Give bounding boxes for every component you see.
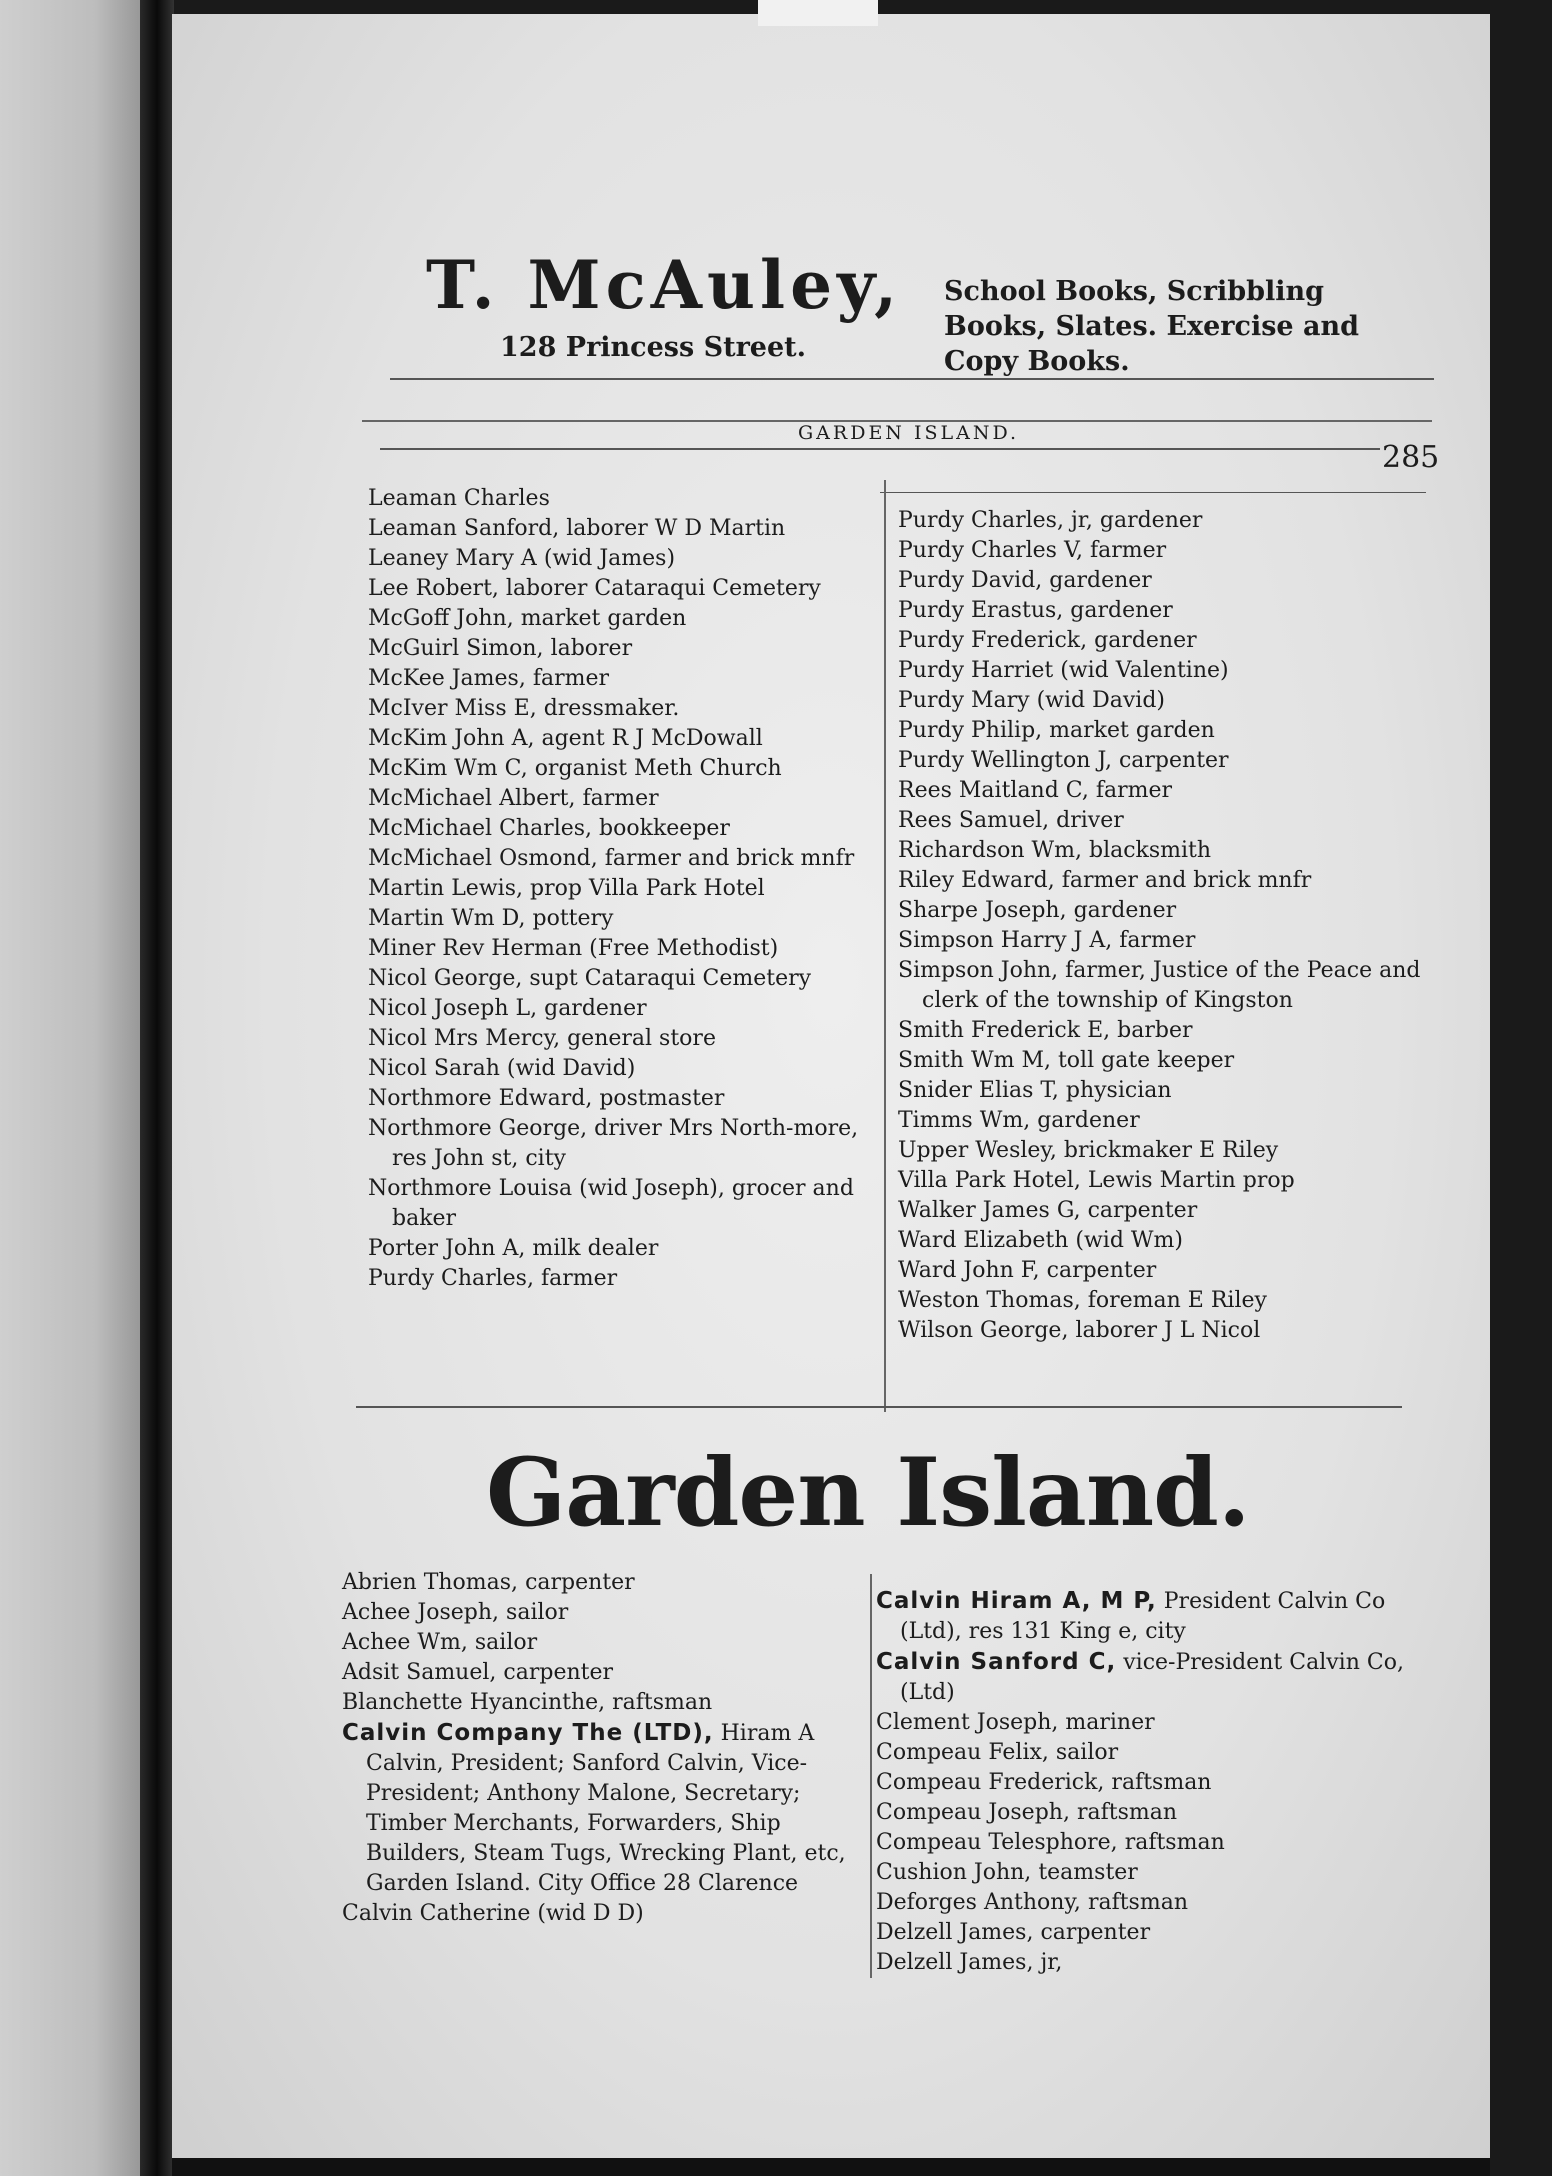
entry-name: Purdy Mary — [898, 688, 1030, 713]
entry-name: Abrien Thomas, — [342, 1570, 519, 1595]
entry-name: Walker James G, — [898, 1198, 1081, 1223]
entry-detail: gardener — [1099, 508, 1203, 533]
entry-detail: gardener — [1070, 598, 1173, 623]
directory-entry — [342, 1628, 870, 1658]
entry-name: Richardson Wm, — [898, 838, 1082, 863]
directory-entry — [368, 784, 888, 814]
running-head: GARDEN ISLAND. — [798, 422, 1020, 444]
ad-goods-line: School Books, Scribbling — [944, 276, 1324, 307]
ad-merchant-name: T. McAuley, — [426, 246, 903, 324]
entry-name: Rees Samuel, — [898, 808, 1050, 833]
directory-entry — [898, 866, 1426, 896]
directory-entry — [342, 1899, 870, 1929]
directory-entry — [898, 656, 1426, 686]
entry-detail: farmer — [1119, 928, 1196, 953]
directory-entry — [876, 1586, 1406, 1647]
entry-name: Northmore George, — [368, 1116, 588, 1141]
entry-name: Purdy Charles V, — [898, 538, 1084, 563]
entry-name: Nicol Joseph L, — [368, 996, 538, 1021]
top-list-right-column — [898, 506, 1426, 1346]
directory-entry — [342, 1658, 870, 1688]
entry-name: Upper Wesley, — [898, 1138, 1057, 1163]
directory-entry — [368, 904, 888, 934]
entry-detail: (wid Joseph), grocer and baker — [392, 1176, 854, 1231]
entry-detail: toll gate keeper — [1057, 1048, 1235, 1073]
entry-name: Smith Wm M, — [898, 1048, 1051, 1073]
directory-entry — [368, 694, 888, 724]
entry-detail: gardener — [1049, 568, 1152, 593]
directory-entry — [898, 1046, 1426, 1076]
directory-entry — [898, 746, 1426, 776]
directory-entry — [368, 1234, 888, 1264]
directory-entry — [368, 754, 888, 784]
entry-detail: prop Villa Park Hotel — [529, 876, 765, 901]
entry-name: Leaman Sanford, — [368, 516, 560, 541]
facing-page-edge — [0, 0, 158, 2176]
entry-name: Compeau Joseph, — [876, 1800, 1070, 1825]
directory-entry — [368, 634, 888, 664]
page-number: 285 — [1382, 440, 1440, 475]
directory-entry — [898, 1256, 1426, 1286]
directory-entry — [876, 1858, 1406, 1888]
entry-detail: foreman E Riley — [1087, 1288, 1267, 1313]
entry-detail: raftsman — [1087, 1890, 1188, 1915]
entry-detail: (wid David) — [506, 1056, 636, 1081]
entry-detail: sailor — [506, 1600, 569, 1625]
directory-entry — [368, 874, 888, 904]
directory-entry — [898, 1226, 1426, 1256]
entry-detail: carpenter — [525, 1570, 635, 1595]
entry-detail: supt Cataraqui Cemetery — [529, 966, 812, 991]
entry-name: Compeau Telesphore, — [876, 1830, 1118, 1855]
entry-name: Calvin Company The (LTD), — [342, 1720, 714, 1746]
directory-entry — [876, 1888, 1406, 1918]
entry-name: Simpson Harry J A, — [898, 928, 1113, 953]
directory-entry — [898, 686, 1426, 716]
entry-name: Purdy Harriet — [898, 658, 1054, 683]
entry-name: Villa Park Hotel, — [898, 1168, 1081, 1193]
directory-entry — [898, 626, 1426, 656]
entry-detail: carpenter — [503, 1660, 614, 1685]
scan-bottom-border — [172, 2158, 1490, 2176]
directory-entry — [898, 716, 1426, 746]
entry-name: Leaney Mary A — [368, 546, 537, 571]
entry-name: Porter John A, — [368, 1236, 526, 1261]
entry-detail: laborer J L Nicol — [1075, 1318, 1261, 1343]
directory-entry — [368, 1084, 888, 1114]
directory-entry — [368, 1174, 888, 1234]
directory-entry — [368, 604, 888, 634]
entry-name: Compeau Felix, — [876, 1740, 1049, 1765]
directory-entry — [876, 1948, 1406, 1978]
directory-entry — [876, 1918, 1406, 1948]
entry-detail: milk dealer — [532, 1236, 659, 1261]
entry-name: Smith Frederick E, — [898, 1018, 1111, 1043]
entry-detail: (wid Wm) — [1075, 1228, 1183, 1253]
entry-detail: (wid Valentine) — [1060, 658, 1229, 683]
section-top-rule — [356, 1406, 1402, 1408]
entry-name: McKim Wm C, — [368, 756, 528, 781]
entry-detail: raftsman — [1076, 1800, 1178, 1825]
running-head-rule — [380, 448, 1380, 450]
entry-name: McGoff John, — [368, 606, 514, 631]
entry-name: Ward John F, — [898, 1258, 1040, 1283]
entry-name: Delzell James, — [876, 1920, 1034, 1945]
section-title: Garden Island. — [486, 1438, 1250, 1548]
entry-name: Purdy Wellington J, — [898, 748, 1112, 773]
entry-name: Wilson George, — [898, 1318, 1069, 1343]
entry-name: Northmore Edward, — [368, 1086, 593, 1111]
entry-name: Leaman Charles — [368, 486, 550, 511]
directory-entry — [876, 1768, 1406, 1798]
directory-entry — [368, 844, 888, 874]
entry-name: Nicol Sarah — [368, 1056, 500, 1081]
entry-name: Achee Wm, — [342, 1630, 468, 1655]
column-divider — [884, 480, 886, 1412]
directory-entry — [898, 506, 1426, 536]
directory-entry — [876, 1647, 1406, 1708]
entry-name: McGuirl Simon, — [368, 636, 544, 661]
entry-detail: bookkeeper — [599, 816, 730, 841]
entry-name: Cushion John, — [876, 1860, 1032, 1885]
entry-name: Northmore Louisa — [368, 1176, 573, 1201]
entry-detail: dressmaker. — [543, 696, 680, 721]
entry-detail: farmer — [582, 786, 659, 811]
directory-entry — [342, 1568, 870, 1598]
entry-name: McIver Miss E, — [368, 696, 537, 721]
entry-detail: agent R J McDowall — [541, 726, 763, 751]
directory-entry — [898, 896, 1426, 926]
directory-entry — [898, 1136, 1426, 1166]
directory-entry — [898, 1016, 1426, 1046]
entry-name: Calvin Catherine — [342, 1901, 531, 1926]
entry-detail: sailor — [474, 1630, 538, 1655]
entry-name: Purdy Frederick, — [898, 628, 1088, 653]
directory-entry — [342, 1688, 870, 1718]
entry-name: Nicol George, — [368, 966, 523, 991]
entry-detail: raftsman — [612, 1690, 713, 1715]
entry-name: Delzell James, jr, — [876, 1950, 1063, 1975]
entry-detail: (wid D D) — [537, 1901, 644, 1926]
directory-entry — [876, 1738, 1406, 1768]
section-column-divider — [870, 1574, 872, 1978]
directory-entry — [368, 514, 888, 544]
entry-detail: (Free Methodist) — [589, 936, 779, 961]
directory-entry — [876, 1828, 1406, 1858]
entry-name: Timms Wm, — [898, 1108, 1031, 1133]
entry-detail: (wid James) — [543, 546, 676, 571]
entry-detail: gardener — [1073, 898, 1177, 923]
directory-entry — [368, 664, 888, 694]
section-left-column — [342, 1568, 870, 1929]
entry-detail: physician — [1065, 1078, 1172, 1103]
directory-entry — [368, 544, 888, 574]
entry-name: Achee Joseph, — [342, 1600, 500, 1625]
entry-name: Martin Wm D, — [368, 906, 526, 931]
directory-entry — [898, 1196, 1426, 1226]
directory-entry — [368, 1054, 888, 1084]
entry-detail: carpenter — [1046, 1258, 1157, 1283]
directory-entry — [368, 1114, 888, 1174]
directory-entry — [898, 926, 1426, 956]
top-list-left-column — [368, 484, 888, 1294]
ad-bottom-rule — [390, 378, 1434, 380]
entry-name: Nicol Mrs Mercy, — [368, 1026, 561, 1051]
entry-name: Simpson John, — [898, 958, 1059, 983]
directory-entry — [898, 956, 1426, 1016]
entry-detail: gardener — [1094, 628, 1197, 653]
ad-address: 128 Princess Street. — [500, 332, 807, 363]
entry-detail: blacksmith — [1088, 838, 1212, 863]
entry-name: Martin Lewis, — [368, 876, 523, 901]
entry-name: Blanchette Hyancinthe, — [342, 1690, 606, 1715]
entry-detail: Lewis Martin prop — [1087, 1168, 1295, 1193]
entry-name: Purdy Erastus, — [898, 598, 1064, 623]
entry-detail: carpenter — [1040, 1920, 1151, 1945]
entry-name: Compeau Frederick, — [876, 1770, 1105, 1795]
entry-name: Lee Robert, — [368, 576, 499, 601]
entry-detail: organist Meth Church — [534, 756, 782, 781]
entry-name: Ward Elizabeth — [898, 1228, 1069, 1253]
entry-detail: farmer, Justice of the Peace and clerk of the township of Kingston — [922, 958, 1421, 1013]
entry-name: Riley Edward, — [898, 868, 1055, 893]
entry-name: Calvin Hiram A, M P, — [876, 1588, 1157, 1614]
directory-entry — [342, 1718, 870, 1899]
entry-name: Rees Maitland C, — [898, 778, 1089, 803]
directory-entry — [898, 1166, 1426, 1196]
entry-detail: carpenter — [1118, 748, 1229, 773]
entry-detail: gardener — [544, 996, 647, 1021]
entry-detail: mariner — [1065, 1710, 1155, 1735]
directory-entry — [368, 574, 888, 604]
entry-name: Purdy Charles, jr, — [898, 508, 1093, 533]
directory-entry — [368, 484, 888, 514]
directory-entry — [898, 1316, 1426, 1346]
entry-detail: farmer — [540, 1266, 618, 1291]
entry-name: Calvin Sanford C, — [876, 1649, 1117, 1675]
directory-entry — [898, 566, 1426, 596]
entry-detail: farmer and brick mnfr — [604, 846, 855, 871]
entry-detail: vice-President Calvin Co, (Ltd) — [900, 1650, 1404, 1705]
book-spine — [140, 0, 174, 2176]
directory-entry — [368, 994, 888, 1024]
directory-entry — [898, 836, 1426, 866]
entry-detail: farmer — [1095, 778, 1173, 803]
section-right-column — [876, 1586, 1406, 1978]
entry-detail: (wid David) — [1036, 688, 1166, 713]
entry-name: Weston Thomas, — [898, 1288, 1081, 1313]
directory-entry — [898, 1286, 1426, 1316]
entry-name: Adsit Samuel, — [342, 1660, 497, 1685]
directory-entry — [368, 814, 888, 844]
entry-detail: Hiram A Calvin, President; Sanford Calvin, Vice-President; Anthony Malone, Secretary; Timber Merchants, Forwarders, Ship Builders, Steam Tugs, Wrecking Plant, etc, Garden Island. City Office 28 Clarence — [366, 1721, 846, 1896]
entry-name: Sharpe Joseph, — [898, 898, 1067, 923]
entry-detail: sailor — [1055, 1740, 1119, 1765]
ad-goods-line: Books, Slates. Exercise and — [944, 311, 1360, 342]
directory-entry — [368, 964, 888, 994]
directory-entry — [898, 1076, 1426, 1106]
directory-entry — [898, 776, 1426, 806]
entry-name: McMichael Charles, — [368, 816, 593, 841]
entry-name: Miner Rev Herman — [368, 936, 583, 961]
entry-detail: laborer W D Martin — [566, 516, 786, 541]
directory-entry — [898, 596, 1426, 626]
entry-detail: general store — [567, 1026, 716, 1051]
entry-detail: market garden — [520, 606, 687, 631]
directory-entry — [342, 1598, 870, 1628]
entry-name: Deforges Anthony, — [876, 1890, 1081, 1915]
directory-entry — [876, 1798, 1406, 1828]
entry-detail: farmer — [1090, 538, 1167, 563]
directory-entry — [898, 1106, 1426, 1136]
directory-entry — [876, 1708, 1406, 1738]
entry-detail: driver — [1056, 808, 1124, 833]
directory-entry — [898, 536, 1426, 566]
page-tab-mark — [758, 0, 878, 26]
entry-name: McMichael Osmond, — [368, 846, 598, 871]
directory-entry — [898, 806, 1426, 836]
directory-entry — [368, 724, 888, 754]
directory-entry — [368, 934, 888, 964]
entry-name: Purdy Philip, — [898, 718, 1043, 743]
entry-detail: carpenter — [1087, 1198, 1198, 1223]
entry-name: McKim John A, — [368, 726, 535, 751]
entry-detail: postmaster — [599, 1086, 725, 1111]
entry-detail: laborer — [550, 636, 633, 661]
entry-detail: farmer and brick mnfr — [1061, 868, 1312, 893]
entry-detail: farmer — [532, 666, 610, 691]
entry-detail: teamster — [1038, 1860, 1138, 1885]
entry-name: McKee James, — [368, 666, 526, 691]
entry-name: McMichael Albert, — [368, 786, 576, 811]
entry-detail: raftsman — [1124, 1830, 1225, 1855]
entry-name: Purdy Charles, — [368, 1266, 534, 1291]
entry-detail: raftsman — [1111, 1770, 1212, 1795]
directory-entry — [368, 1264, 888, 1294]
entry-detail: brickmaker E Riley — [1063, 1138, 1279, 1163]
entry-detail: President Calvin Co (Ltd), res 131 King e, city — [900, 1589, 1386, 1644]
entry-detail: barber — [1117, 1018, 1193, 1043]
entry-detail: gardener — [1037, 1108, 1140, 1133]
entry-detail: driver Mrs North-more, res John st, city — [392, 1116, 859, 1171]
entry-detail: pottery — [532, 906, 614, 931]
ad-goods — [944, 274, 1414, 379]
entry-name: Snider Elias T, — [898, 1078, 1059, 1103]
ad-goods-line: Copy Books. — [944, 346, 1130, 377]
entry-name: Purdy David, — [898, 568, 1043, 593]
entry-name: Clement Joseph, — [876, 1710, 1059, 1735]
entry-detail: laborer Cataraqui Cemetery — [505, 576, 821, 601]
entry-detail: market garden — [1049, 718, 1215, 743]
right-column-top-rule — [880, 492, 1426, 493]
directory-entry — [368, 1024, 888, 1054]
